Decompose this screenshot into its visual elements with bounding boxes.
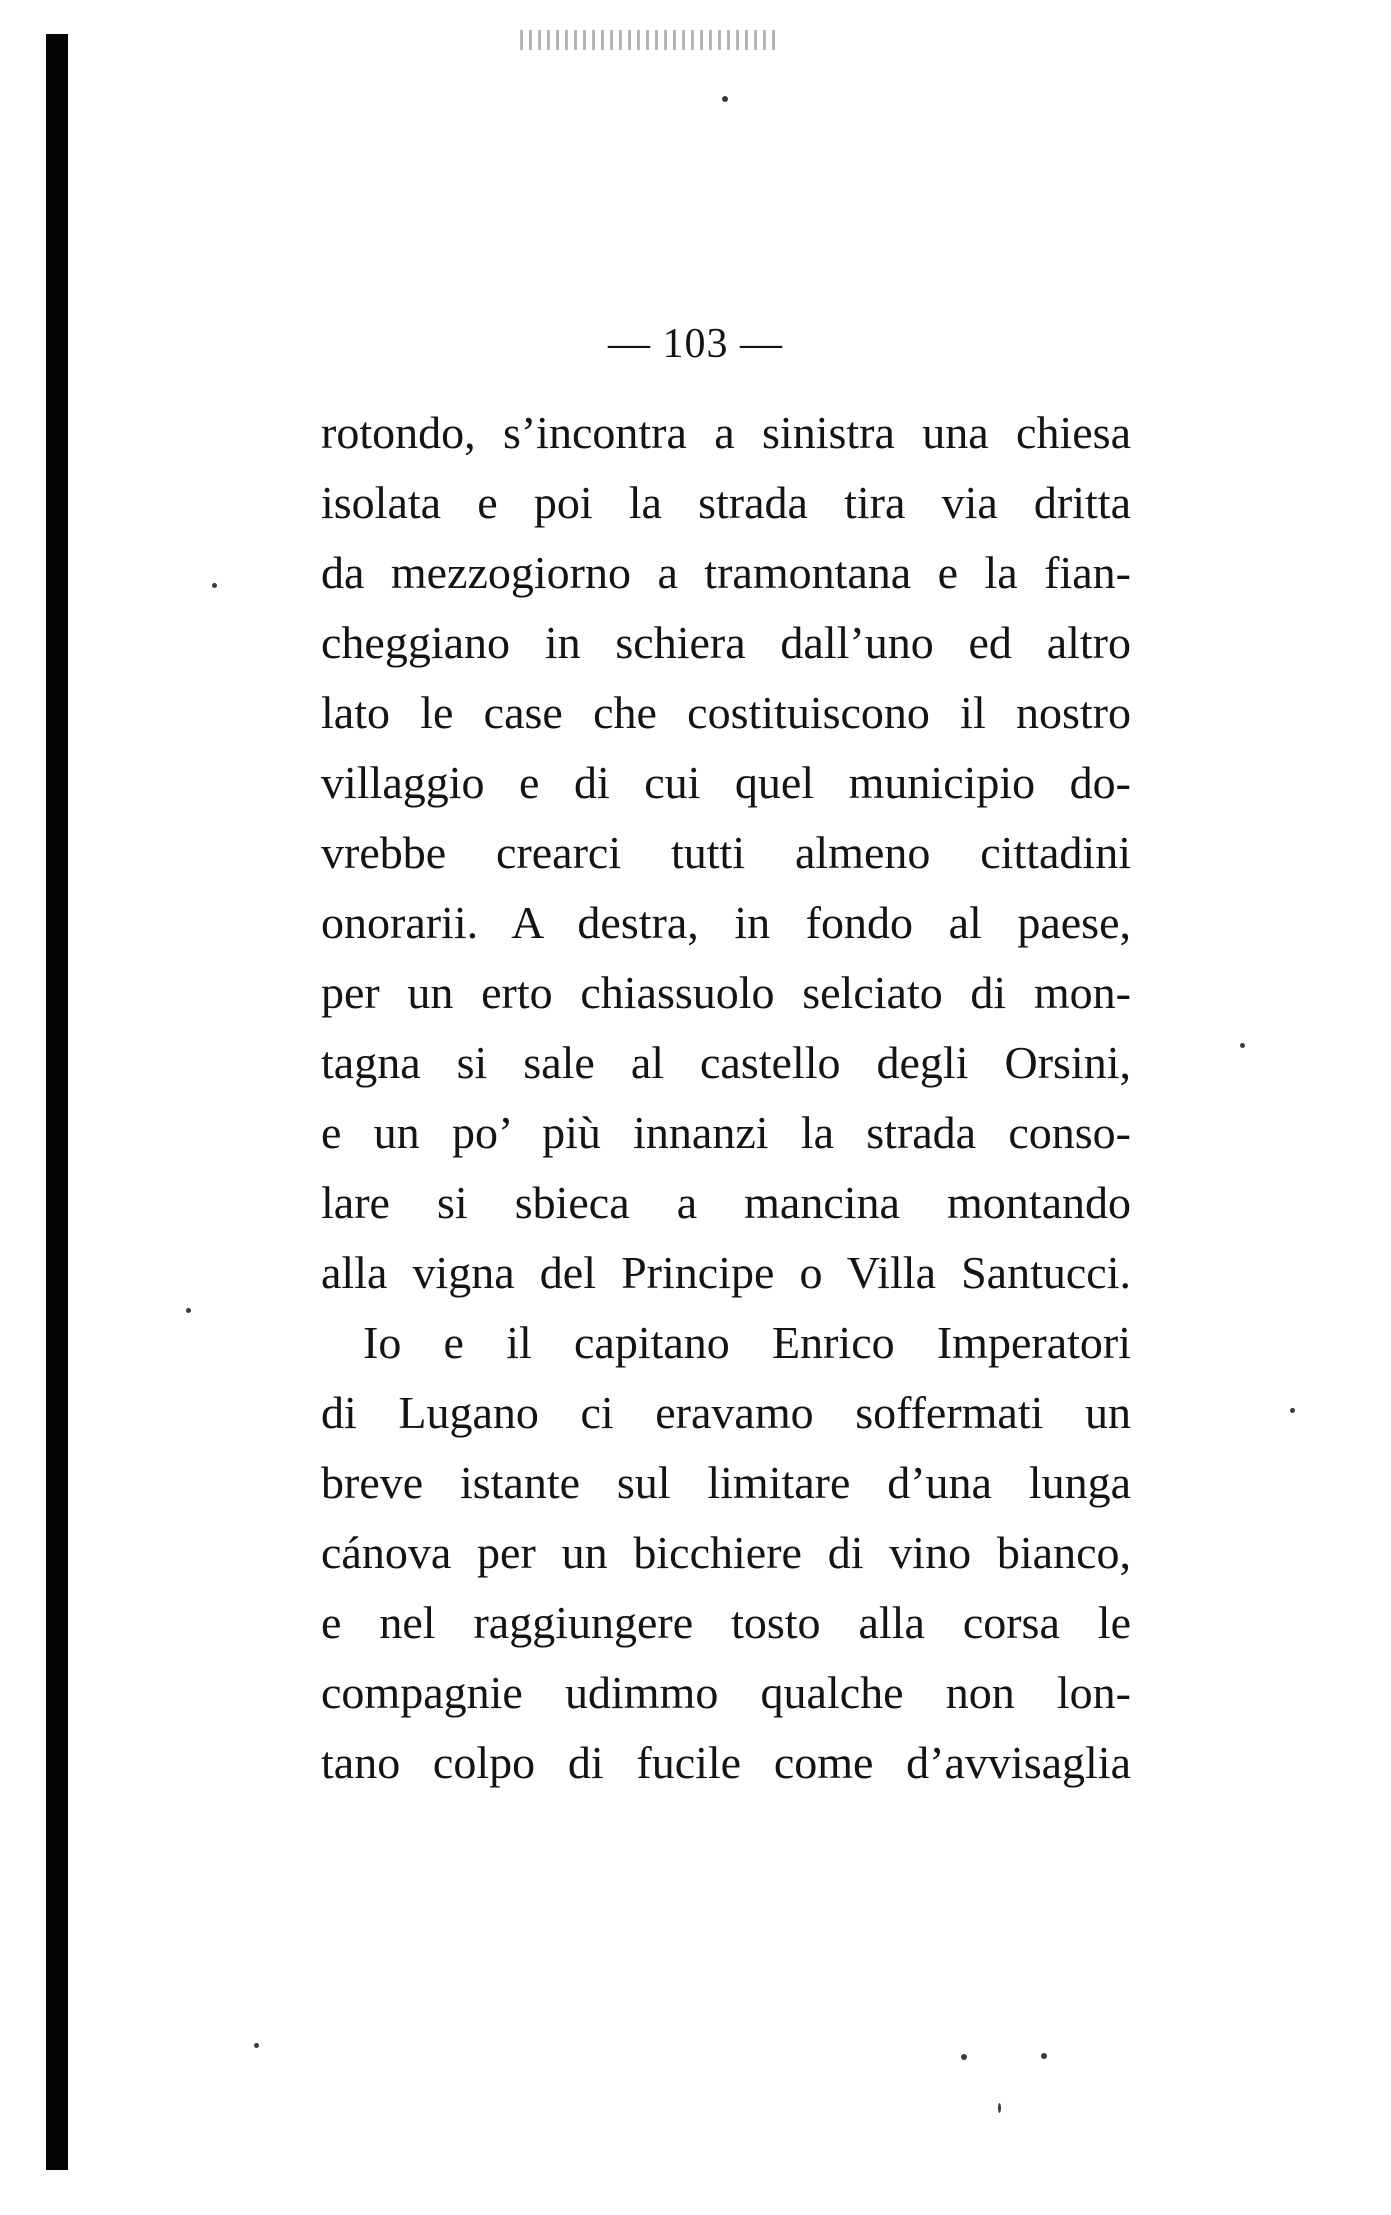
scan-speck [1290,1408,1295,1413]
text-line: lato le case che costituiscono il nostro [321,687,1131,738]
scan-speck [254,2043,259,2048]
text-line: di Lugano ci eravamo soffermati un [321,1387,1131,1438]
text-line: lare si sbieca a mancina montando [321,1177,1131,1228]
text-line: cánova per un bicchiere di vino bianco, [321,1527,1131,1578]
scan-speck [212,583,217,588]
text-line: cheggiano in schiera dall’uno ed altro [321,617,1131,668]
text-line: per un erto chiassuolo selciato di mon- [321,967,1131,1018]
scan-noise [520,30,780,50]
paragraph-start-line: Io e il capitano Enrico Imperatori [363,1317,1131,1368]
scan-speck [186,1308,191,1313]
text-line: da mezzogiorno a tramontana e la fian- [321,547,1131,598]
text-line: villaggio e di cui quel municipio do- [321,757,1131,808]
text-line: vrebbe crearci tutti almeno cittadini [321,827,1131,878]
text-line: isolata e poi la strada tira via dritta [321,477,1131,528]
page-number: — 103 — [608,321,783,367]
text-line: alla vigna del Principe o Villa Santucci. [321,1247,1131,1298]
text-line: tagna si sale al castello degli Orsini, [321,1037,1131,1088]
scan-speck [1240,1043,1245,1048]
text-line: breve istante sul limitare d’una lunga [321,1457,1131,1508]
text-line: onorarii. A destra, in fondo al paese, [321,897,1131,948]
text-line: compagnie udimmo qualche non lon- [321,1667,1131,1718]
text-line: e un po’ più innanzi la strada conso- [321,1107,1131,1158]
text-line: tano colpo di fucile come d’avvisaglia [321,1737,1131,1788]
scan-speck [998,2103,1001,2113]
body-text [321,398,1131,1798]
text-line: e nel raggiungere tosto alla corsa le [321,1597,1131,1648]
text-line: rotondo, s’incontra a sinistra una chiesa [321,407,1131,458]
scan-speck [1041,2053,1047,2059]
scan-speck [961,2054,967,2060]
scan-speck [722,96,728,102]
